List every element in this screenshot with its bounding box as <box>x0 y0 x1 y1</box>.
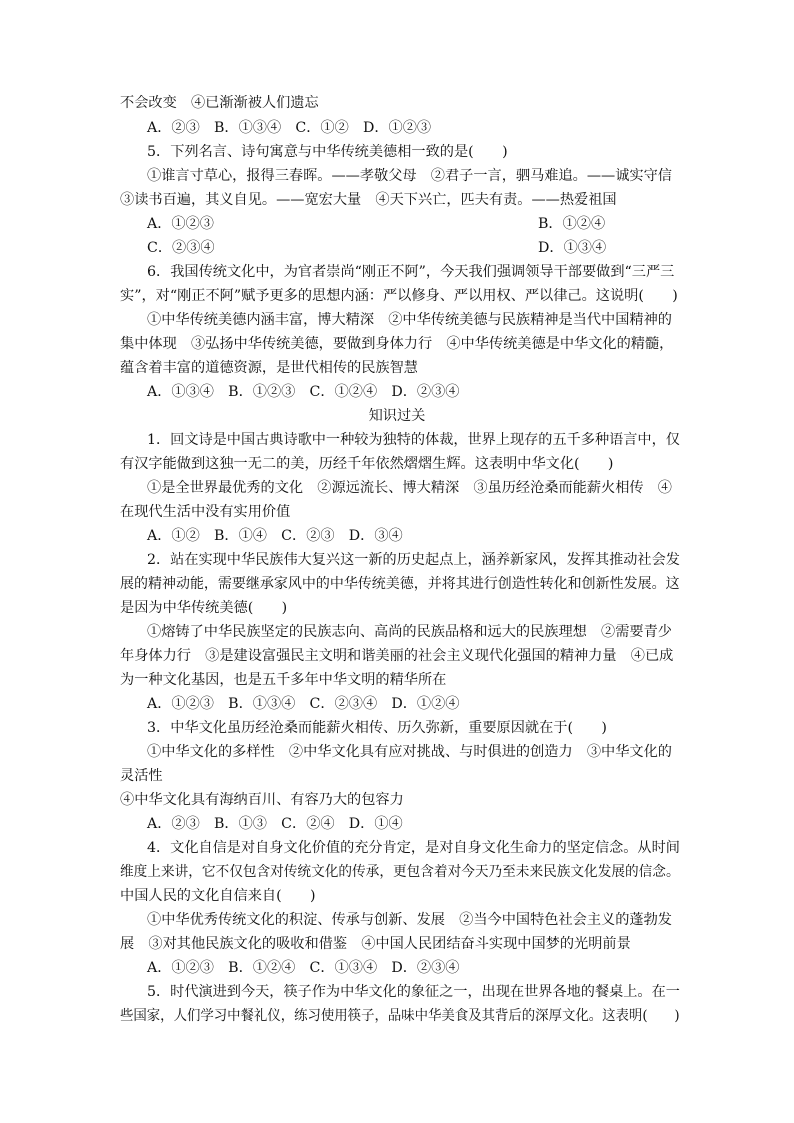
question-stem: 6．我国传统文化中，为官者崇尚“刚正不阿”，今天我们强调领导干部要做到“三严三 <box>147 264 675 280</box>
question-stem: 5．下列名言、诗句寓意与中华传统美德相一致的是( ) <box>147 144 508 160</box>
text-line: ①中华传统美德内涵丰富，博大精深 ②中华传统美德与民族精神是当代中国精神的 <box>147 312 672 328</box>
text-line: 在现代生活中没有实用价值 <box>120 504 291 520</box>
text-line: 不会改变 ④已渐渐被人们遗忘 <box>120 95 319 111</box>
question-stem: 3．中华文化虽历经沧桑而能薪火相传、历久弥新，重要原因就在于( ) <box>147 720 607 736</box>
answer-option: B．①②④ <box>538 216 606 232</box>
text-line: 集中体现 ③弘扬中华传统美德，要做到身体力行 ④中华传统美德是中华文化的精髓， <box>120 336 674 352</box>
text-line: 年身体力行 ③是建设富强民主文明和谐美丽的社会主义现代化强国的精神力量 ④已成 <box>120 648 674 664</box>
text-line: 实”，对“刚正不阿”赋予更多的思想内涵：严以修身、严以用权、严以律己。这说明( ) <box>120 288 678 304</box>
text-line: 灵活性 <box>120 768 163 784</box>
text-line: ③读书百遍，其义自见。——宽宏大量 ④天下兴亡，匹夫有责。——热爱祖国 <box>120 192 617 208</box>
text-line: 些国家，人们学习中餐礼仪，练习使用筷子，品味中华美食及其背后的深厚文化。这表明( ) <box>120 1008 680 1024</box>
answer-options: A．①②③ B．①③④ C．②③④ D．①②④ <box>147 696 460 712</box>
text-line: ①中华文化的多样性 ②中华文化具有应对挑战、与时俱进的创造力 ③中华文化的 <box>147 744 672 760</box>
text-line: 为一种文化基因，也是五千多年中华文明的精华所在 <box>120 672 447 688</box>
answer-option: A．①②③ <box>147 216 214 232</box>
text-line: 是因为中华传统美德( ) <box>120 600 288 616</box>
text-line: 蕴含着丰富的道德资源，是世代相传的民族智慧 <box>120 360 418 376</box>
text-line: ①是全世界最优秀的文化 ②源远流长、博大精深 ③虽历经沧桑而能薪火相传 ④ <box>147 480 672 496</box>
question-stem: 1．回文诗是中国古典诗歌中一种较为独特的体裁，世界上现存的五千多种语言中，仅 <box>147 432 680 448</box>
text-line: 中国人民的文化自信来自( ) <box>120 888 316 904</box>
answer-option: C．②③④ <box>147 240 215 256</box>
section-heading: 知识过关 <box>368 408 426 424</box>
answer-options: A．①②③ B．①②④ C．①③④ D．②③④ <box>147 960 460 976</box>
answer-option: D．①③④ <box>538 240 607 256</box>
text-line: 有汉字能做到这独一无二的美，历经千年依然熠熠生辉。这表明中华文化( ) <box>120 456 614 472</box>
question-stem: 5．时代演进到今天，筷子作为中华文化的象征之一，出现在世界各地的餐桌上。在一 <box>147 984 680 1000</box>
text-line: 展 ③对其他民族文化的吸收和借鉴 ④中国人民团结奋斗实现中国梦的光明前景 <box>120 936 631 952</box>
question-stem: 4．文化自信是对自身文化价值的充分肯定，是对自身文化生命力的坚定信念。从时间 <box>147 840 680 856</box>
answer-options: A．②③ B．①③ C．②④ D．①④ <box>147 816 403 832</box>
text-line: ④中华文化具有海纳百川、有容乃大的包容力 <box>120 792 404 808</box>
text-line: ①熔铸了中华民族坚定的民族志向、高尚的民族品格和远大的民族理想 ②需要青少 <box>147 624 672 640</box>
answer-options: A．①② B．①④ C．②③ D．③④ <box>147 528 403 544</box>
text-line: ①谁言寸草心，报得三春晖。——孝敬父母 ②君子一言，驷马难追。——诚实守信 <box>147 168 672 184</box>
question-stem: 2．站在实现中华民族伟大复兴这一新的历史起点上，涵养新家风，发挥其推动社会发 <box>147 552 680 568</box>
answer-options: A．①③④ B．①②③ C．①②④ D．②③④ <box>147 384 460 400</box>
text-line: 展的精神动能，需要继承家风中的中华传统美德，并将其进行创造性转化和创新性发展。这 <box>120 576 680 592</box>
text-line: 维度上来讲，它不仅包含对传统文化的传承，更包含着对今天乃至未来民族文化发展的信念。 <box>120 864 680 880</box>
answer-options: A．②③ B．①③④ C．①② D．①②③ <box>147 120 432 136</box>
text-line: ①中华优秀传统文化的积淀、传承与创新、发展 ②当今中国特色社会主义的蓬勃发 <box>147 912 672 928</box>
